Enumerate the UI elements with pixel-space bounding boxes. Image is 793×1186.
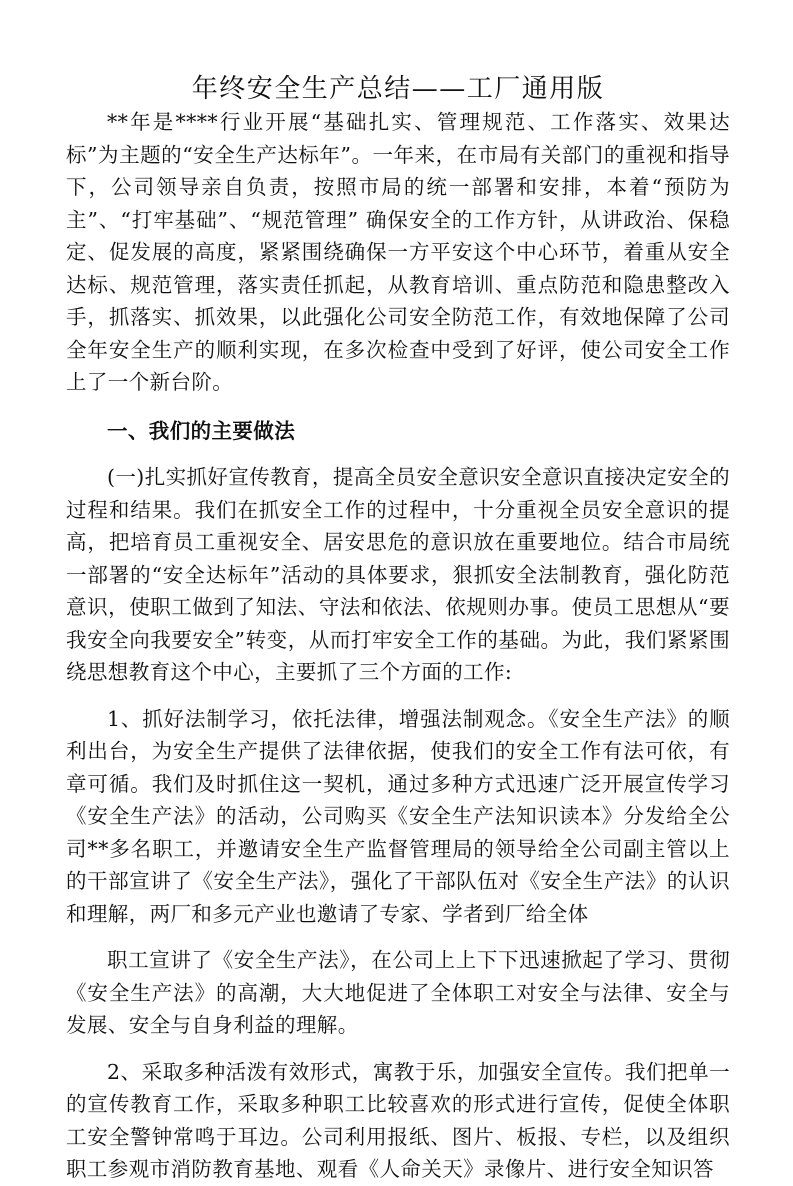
document-page (66, 0, 730, 1186)
body-paragraph: 2、采取多种活泼有效形式，寓教于乐，加强安全宣传。我们把单一的宣传教育工作，采取多种职工比较喜欢的形式进行宣传，促使全体职工安全警钟常鸣于耳边。公司利用报纸、图片、板报、专栏，以及组织职工参观市消防教育基地、观看《人命关天》录像片、进行安全知识答 (66, 1059, 730, 1181)
body-paragraph: 1、抓好法制学习，依托法律，增强法制观念。《安全生产法》的顺利出台，为安全生产提供了法律依据，使我们的安全工作有法可依，有章可循。我们及时抓住这一契机，通过多种方式迅速广泛开展宣传学习《安全生产法》的活动，公司购买《安全生产法知识读本》分发给全公司**多名职工，并邀请安全生产监督管理局的领导给全公司副主管以上的干部宣讲了《安全生产法》，强化了干部队伍对《安全生产法》的认识和理解，两厂和多元产业也邀请了专家、学者到厂给全体 (66, 706, 730, 926)
body-paragraph: 职工宣讲了《安全生产法》，在公司上上下下迅速掀起了学习、贯彻《安全生产法》的高潮，大大地促进了全体职工对安全与法律、安全与发展、安全与自身利益的理解。 (66, 948, 730, 1037)
section-heading: 一、我们的主要做法 (107, 418, 296, 443)
intro-paragraph: **年是****行业开展“基础扎实、管理规范、工作落实、效果达标”为主题的“安全生产达标年”。一年来，在市局有关部门的重视和指导下，公司领导亲自负责，按照市局的统一部署和安排，本着“预防为主”、“打牢基础”、“规范管理” 确保安全的工作方针，从讲政治、保稳定、促发展的高度，紧紧围绕确保一方平安这个中心环节，着重从安全达标、规范管理，落实责任抓起，从教育培训、重点防范和隐患整改入手，抓落实、抓效果，以此强化公司安全防范工作，有效地保障了公司全年安全生产的顺利实现，在多次检查中受到了好评，使公司安全工作上了一个新台阶。 (66, 110, 730, 394)
document-title: 年终安全生产总结——工厂通用版 (191, 74, 605, 104)
body-paragraph: (一)扎实抓好宣传教育，提高全员安全意识安全意识直接决定安全的过程和结果。我们在抓安全工作的过程中，十分重视全员安全意识的提高，把培育员工重视安全、居安思危的意识放在重要地位。结合市局统一部署的“安全达标年”活动的具体要求，狠抓安全法制教育，强化防范意识，使职工做到了知法、守法和依法、依规则办事。使员工思想从“要我安全向我要安全”转变，从而打牢安全工作的基础。为此，我们紧紧围绕思想教育这个中心，主要抓了三个方面的工作: (66, 465, 730, 684)
